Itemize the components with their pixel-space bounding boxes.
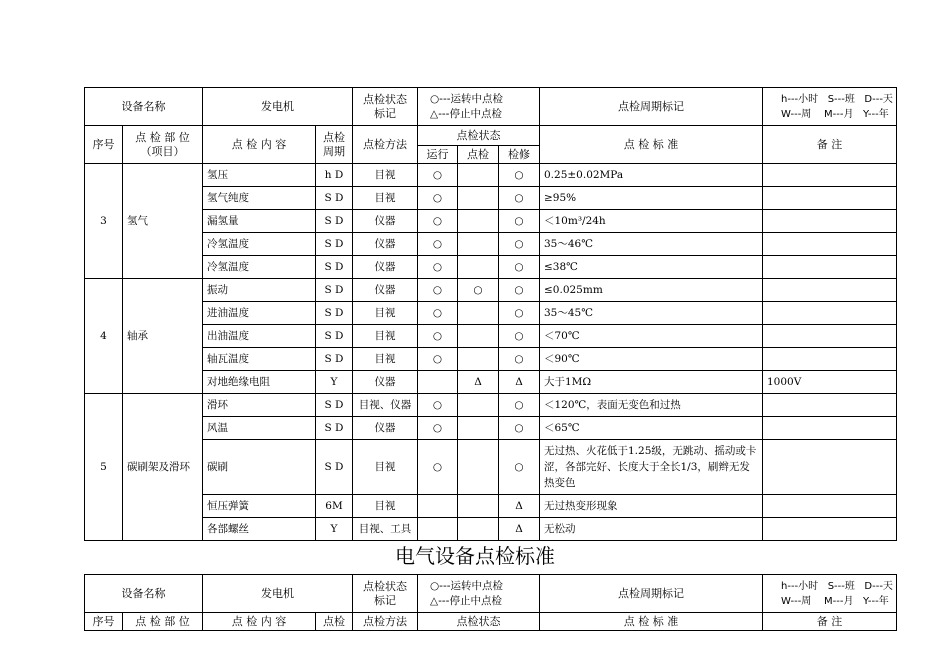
item-remark [763, 210, 897, 233]
item-content: 进油温度 [203, 302, 316, 325]
group-seq: 4 [85, 279, 123, 394]
item-check [458, 440, 499, 495]
item-running: ○ [418, 279, 458, 302]
item-standard: ≥95% [540, 187, 763, 210]
item-check [458, 417, 499, 440]
item-method: 目视 [353, 187, 418, 210]
item-period: 6M [316, 495, 353, 518]
item-check [458, 302, 499, 325]
header-row [85, 575, 897, 613]
col-remark: 备 注 [763, 126, 897, 164]
item-repair: ○ [499, 233, 540, 256]
status-mark-label: 点检状态 标记 [353, 575, 418, 613]
col-period: 点检 周期 [316, 126, 353, 164]
item-standard: 35～46℃ [540, 233, 763, 256]
item-method: 目视 [353, 348, 418, 371]
column-header-row [85, 126, 897, 146]
item-content: 各部螺丝 [203, 518, 316, 541]
item-period: Y [316, 518, 353, 541]
item-content: 滑环 [203, 394, 316, 417]
item-standard: 大于1MΩ [540, 371, 763, 394]
item-content: 氢压 [203, 164, 316, 187]
item-standard: 35～45℃ [540, 302, 763, 325]
item-repair: ○ [499, 325, 540, 348]
item-repair: ○ [499, 279, 540, 302]
item-remark [763, 394, 897, 417]
item-running: ○ [418, 417, 458, 440]
item-method: 仪器 [353, 210, 418, 233]
cycle-mark-label: 点检周期标记 [540, 88, 763, 126]
item-period: S D [316, 256, 353, 279]
item-check [458, 495, 499, 518]
item-method: 仪器 [353, 256, 418, 279]
equipment-name-label: 设备名称 [85, 88, 203, 126]
item-method: 目视、工具 [353, 518, 418, 541]
item-standard: 无松动 [540, 518, 763, 541]
item-check [458, 325, 499, 348]
item-content: 冷氢温度 [203, 256, 316, 279]
item-check: Δ [458, 371, 499, 394]
item-period: S D [316, 187, 353, 210]
item-remark [763, 495, 897, 518]
col-remark: 备 注 [763, 613, 897, 631]
item-running: ○ [418, 440, 458, 495]
item-check [458, 164, 499, 187]
item-remark [763, 302, 897, 325]
item-repair: Δ [499, 495, 540, 518]
item-period: S D [316, 210, 353, 233]
group-part: 氢气 [123, 164, 203, 279]
item-period: S D [316, 325, 353, 348]
item-method: 仪器 [353, 279, 418, 302]
table-row [85, 495, 897, 518]
inspection-table [84, 87, 897, 541]
item-content: 碳刷 [203, 440, 316, 495]
item-remark [763, 164, 897, 187]
cycle-mark-label: 点检周期标记 [540, 575, 763, 613]
col-standard: 点 检 标 准 [540, 613, 763, 631]
table-row [85, 348, 897, 371]
item-check [458, 394, 499, 417]
col-seq: 序号 [85, 126, 123, 164]
item-content: 漏氢量 [203, 210, 316, 233]
equipment-name-value: 发电机 [203, 88, 353, 126]
item-check [458, 187, 499, 210]
item-repair: ○ [499, 440, 540, 495]
item-remark [763, 325, 897, 348]
item-remark [763, 440, 897, 495]
status-legend: ○---运转中点检 △---停止中点检 [418, 88, 540, 126]
item-running: ○ [418, 233, 458, 256]
table-row [85, 164, 897, 187]
item-check [458, 210, 499, 233]
item-repair: ○ [499, 210, 540, 233]
equipment-name-value: 发电机 [203, 575, 353, 613]
item-running: ○ [418, 256, 458, 279]
item-repair: ○ [499, 302, 540, 325]
col-content: 点 检 内 容 [203, 613, 316, 631]
item-period: S D [316, 417, 353, 440]
group-seq: 5 [85, 394, 123, 541]
table-row [85, 325, 897, 348]
status-mark-label: 点检状态 标记 [353, 88, 418, 126]
item-method: 目视 [353, 164, 418, 187]
item-check [458, 233, 499, 256]
item-check [458, 518, 499, 541]
item-period: S D [316, 302, 353, 325]
item-method: 仪器 [353, 233, 418, 256]
item-remark [763, 348, 897, 371]
item-remark [763, 279, 897, 302]
item-method: 目视 [353, 325, 418, 348]
item-running [418, 371, 458, 394]
inspection-table-continued [84, 574, 897, 631]
item-period: S D [316, 394, 353, 417]
table-row [85, 187, 897, 210]
table-row [85, 279, 897, 302]
table-row [85, 302, 897, 325]
item-repair: ○ [499, 256, 540, 279]
cycle-legend: h---小时 S---班 D---天 W---周 M---月 Y---年 [763, 575, 897, 613]
col-method: 点检方法 [353, 613, 418, 631]
col-running: 运行 [418, 146, 458, 164]
table-row [85, 440, 897, 495]
item-check [458, 256, 499, 279]
col-status: 点检状态 [418, 126, 540, 146]
item-method: 仪器 [353, 417, 418, 440]
col-content: 点 检 内 容 [203, 126, 316, 164]
item-method: 目视 [353, 302, 418, 325]
item-period: S D [316, 233, 353, 256]
item-remark [763, 256, 897, 279]
item-running: ○ [418, 394, 458, 417]
table-row [85, 256, 897, 279]
group-part: 碳刷架及滑环 [123, 394, 203, 541]
item-repair: ○ [499, 187, 540, 210]
table-row [85, 417, 897, 440]
item-content: 氢气纯度 [203, 187, 316, 210]
col-period: 点检 [316, 613, 353, 631]
col-seq: 序号 [85, 613, 123, 631]
item-standard: 0.25±0.02MPa [540, 164, 763, 187]
item-method: 仪器 [353, 371, 418, 394]
item-repair: ○ [499, 394, 540, 417]
item-standard: 无过热、火花低于1.25级，无跳动、摇动或卡涩，各部完好、长度大于全长1/3，刷辫无发热变色 [540, 440, 763, 495]
col-status: 点检状态 [418, 613, 540, 631]
col-method: 点检方法 [353, 126, 418, 164]
group-seq: 3 [85, 164, 123, 279]
item-check [458, 348, 499, 371]
item-period: S D [316, 279, 353, 302]
item-standard: ＜120℃，表面无变色和过热 [540, 394, 763, 417]
item-running [418, 495, 458, 518]
item-method: 目视、仪器 [353, 394, 418, 417]
item-period: S D [316, 440, 353, 495]
item-repair: ○ [499, 417, 540, 440]
cycle-legend: h---小时 S---班 D---天 W---周 M---月 Y---年 [763, 88, 897, 126]
item-content: 对地绝缘电阻 [203, 371, 316, 394]
table-row [85, 371, 897, 394]
item-content: 恒压弹簧 [203, 495, 316, 518]
col-part: 点 检 部 位 [123, 613, 203, 631]
group-part: 轴承 [123, 279, 203, 394]
equipment-name-label: 设备名称 [85, 575, 203, 613]
item-standard: ≤0.025mm [540, 279, 763, 302]
item-standard: ＜10m³/24h [540, 210, 763, 233]
item-remark [763, 417, 897, 440]
header-row [85, 88, 897, 126]
item-running: ○ [418, 187, 458, 210]
item-repair: ○ [499, 348, 540, 371]
item-running: ○ [418, 210, 458, 233]
item-standard: ＜90℃ [540, 348, 763, 371]
item-remark: 1000V [763, 371, 897, 394]
item-period: Y [316, 371, 353, 394]
item-content: 振动 [203, 279, 316, 302]
col-check: 点检 [458, 146, 499, 164]
item-content: 轴瓦温度 [203, 348, 316, 371]
item-running: ○ [418, 164, 458, 187]
item-content: 风温 [203, 417, 316, 440]
item-method: 目视 [353, 440, 418, 495]
item-running: ○ [418, 302, 458, 325]
table-row [85, 518, 897, 541]
col-repair: 检修 [499, 146, 540, 164]
item-running: ○ [418, 325, 458, 348]
table-row [85, 394, 897, 417]
item-running: ○ [418, 348, 458, 371]
item-standard: 无过热变形现象 [540, 495, 763, 518]
page-title: 电气设备点检标准 [395, 544, 555, 568]
col-part: 点 检 部 位 （项目） [123, 126, 203, 164]
item-remark [763, 187, 897, 210]
column-header-row [85, 613, 897, 631]
item-standard: ＜65℃ [540, 417, 763, 440]
item-repair: ○ [499, 164, 540, 187]
item-check: ○ [458, 279, 499, 302]
item-repair: Δ [499, 371, 540, 394]
item-period: h D [316, 164, 353, 187]
item-standard: ≤38℃ [540, 256, 763, 279]
item-standard: ＜70℃ [540, 325, 763, 348]
status-legend: ○---运转中点检 △---停止中点检 [418, 575, 540, 613]
table-row [85, 233, 897, 256]
item-repair: Δ [499, 518, 540, 541]
item-method: 目视 [353, 495, 418, 518]
item-running [418, 518, 458, 541]
item-remark [763, 518, 897, 541]
table-row [85, 210, 897, 233]
col-standard: 点 检 标 准 [540, 126, 763, 164]
item-content: 冷氢温度 [203, 233, 316, 256]
item-content: 出油温度 [203, 325, 316, 348]
item-period: S D [316, 348, 353, 371]
item-remark [763, 233, 897, 256]
